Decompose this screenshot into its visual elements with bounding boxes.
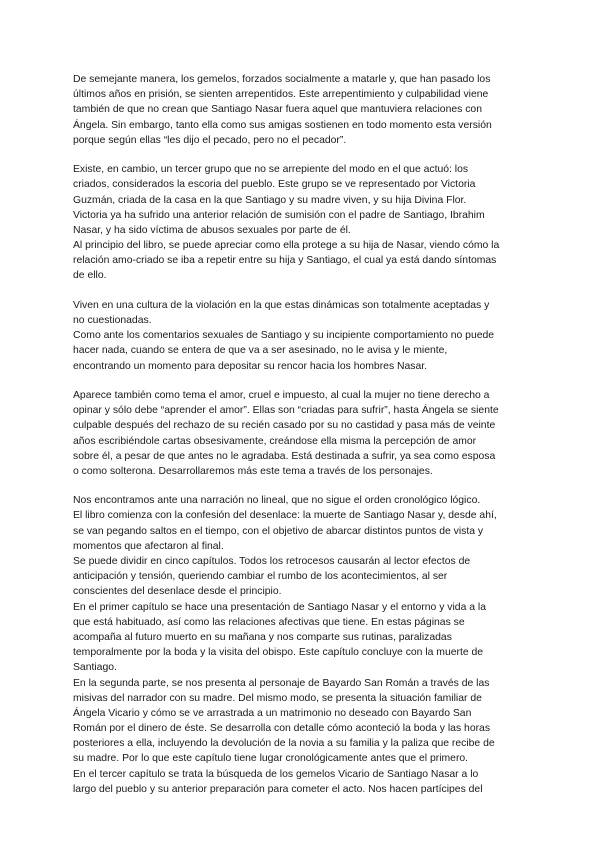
text-line: En la segunda parte, se nos presenta al personaje de Bayardo San Román a través de las bbox=[73, 677, 490, 689]
text-line: Ángela Vicario y cómo se ve arrastrada a un matrimonio no deseado con Bayardo San bbox=[73, 707, 472, 719]
text-line: o como solterona. Desarrollaremos más este tema a través de los personajes. bbox=[73, 465, 433, 477]
text-line: largo del pueblo y su anterior preparación para cometer el acto. Nos hacen partícipes del bbox=[73, 783, 483, 795]
text-line: El libro comienza con la confesión del desenlace: la muerte de Santiago Nasar y, desde ahí, bbox=[73, 510, 497, 522]
text-line: porque según ellas “les dijo el pecado, pero no el pecador”. bbox=[73, 134, 347, 146]
text-line: misivas del narrador con su madre. Del mismo modo, se presenta la situación familiar de bbox=[73, 692, 482, 704]
text-line: Victoria ya ha sufrido una anterior relación de sumisión con el padre de Santiago, Ibrahim bbox=[73, 209, 485, 221]
text-line: de ello. bbox=[73, 270, 107, 282]
text-line: hacer nada, cuando se entera de que va a ser asesinado, no le avisa y le miente, bbox=[73, 345, 448, 357]
text-line: opinar y sólo debe “aprender el amor”. Ellas son “criadas para sufrir”, hasta Ángela se siente bbox=[73, 405, 499, 417]
text-line: Guzmán, criada de la casa en la que Santiago y su madre viven, y su hija Divina Flor. bbox=[73, 194, 467, 206]
text-line: Nos encontramos ante una narración no lineal, que no sigue el orden cronológico lógico. bbox=[73, 495, 481, 507]
text-line: culpable después del rechazo de su recién casado por su no castidad y pasa más de veinte bbox=[73, 420, 496, 432]
paragraph bbox=[73, 72, 528, 148]
paragraph bbox=[73, 388, 528, 479]
text-line: temporalmente por la boda y la visita del obispo. Este capítulo concluye con la muerte de bbox=[73, 647, 484, 659]
text-line: posteriores a ella, incluyendo la devolución de la novia a su familia y la paliza que recibe de bbox=[73, 738, 495, 750]
text-line: últimos años en prisión, se sienten arrepentidos. Este arrepentimiento y culpabilidad viene bbox=[73, 89, 489, 101]
text-line: conscientes del desenlace desde el principio. bbox=[73, 586, 282, 598]
text-line: Aparece también como tema el amor, cruel e impuesto, al cual la mujer no tiene derecho a bbox=[73, 389, 490, 401]
text-line: relación amo-criado se iba a repetir entre su hija y Santiago, el cual ya está dando síntomas bbox=[73, 255, 497, 267]
paragraph bbox=[73, 493, 528, 797]
text-line: En el primer capítulo se hace una presentación de Santiago Nasar y el entorno y vida a la bbox=[73, 601, 486, 613]
text-line: se van pegando saltos en el tiempo, con el objetivo de abarcar distintos puntos de vista y bbox=[73, 525, 484, 537]
document-page bbox=[73, 72, 528, 797]
paragraph bbox=[73, 298, 528, 374]
text-line: En el tercer capítulo se trata la búsqueda de los gemelos Vicario de Santiago Nasar a lo bbox=[73, 768, 479, 780]
text-line: Al principio del libro, se puede apreciar como ella protege a su hija de Nasar, viendo cómo la bbox=[73, 240, 500, 252]
text-line: Román por el dinero de éste. Se desarrolla con detalle cómo aconteció la boda y las horas bbox=[73, 723, 491, 735]
text-line: años escribiéndole cartas obsesivamente, creándose ella misma la percepción de amor bbox=[73, 435, 477, 447]
text-line: encontrando un momento para depositar su rencor hacia los hombres Nasar. bbox=[73, 360, 428, 372]
text-line: también de que no crean que Santiago Nasar fuera aquel que mantuviera relaciones con bbox=[73, 104, 482, 116]
text-line: su madre. Por lo que este capítulo tiene lugar cronológicamente antes que el primero. bbox=[73, 753, 469, 765]
text-line: Existe, en cambio, un tercer grupo que no se arrepiente del modo en el que actuó: los bbox=[73, 164, 469, 176]
text-line: Nasar, y ha sido víctima de abusos sexuales por parte de él. bbox=[73, 224, 351, 236]
text-line: Viven en una cultura de la violación en la que estas dinámicas son totalmente aceptadas y bbox=[73, 299, 490, 311]
text-line: que está habituado, así como las relaciones afectivas que tiene. En estas páginas se bbox=[73, 616, 465, 628]
text-line: Ángela. Sin embargo, tanto ella como sus amigas sostienen en todo momento esta versión bbox=[73, 119, 492, 131]
text-line: Como ante los comentarios sexuales de Santiago y su incipiente comportamiento no puede bbox=[73, 330, 495, 342]
text-line: anticipación y tensión, queriendo cambiar el rumbo de los acontecimientos, al ser bbox=[73, 571, 448, 583]
text-line: momentos que afectaron al final. bbox=[73, 540, 224, 552]
text-line: Se puede dividir en cinco capítulos. Todos los retrocesos causarán al lector efectos de bbox=[73, 556, 471, 567]
text-line: sobre él, a pesar de que antes no le agradaba. Está destinada a sufrir, ya sea como esposa bbox=[73, 450, 496, 462]
text-line: De semejante manera, los gemelos, forzados socialmente a matarle y, que han pasado los bbox=[73, 74, 491, 85]
text-line: Santiago. bbox=[73, 662, 117, 674]
text-line: acompaña al futuro muerto en su mañana y nos comparte sus rutinas, paralizadas bbox=[73, 631, 452, 643]
text-line: criados, considerados la escoria del pueblo. Este grupo se ve representado por Victoria bbox=[73, 179, 476, 191]
text-line: no cuestionadas. bbox=[73, 315, 152, 326]
paragraph bbox=[73, 162, 528, 284]
